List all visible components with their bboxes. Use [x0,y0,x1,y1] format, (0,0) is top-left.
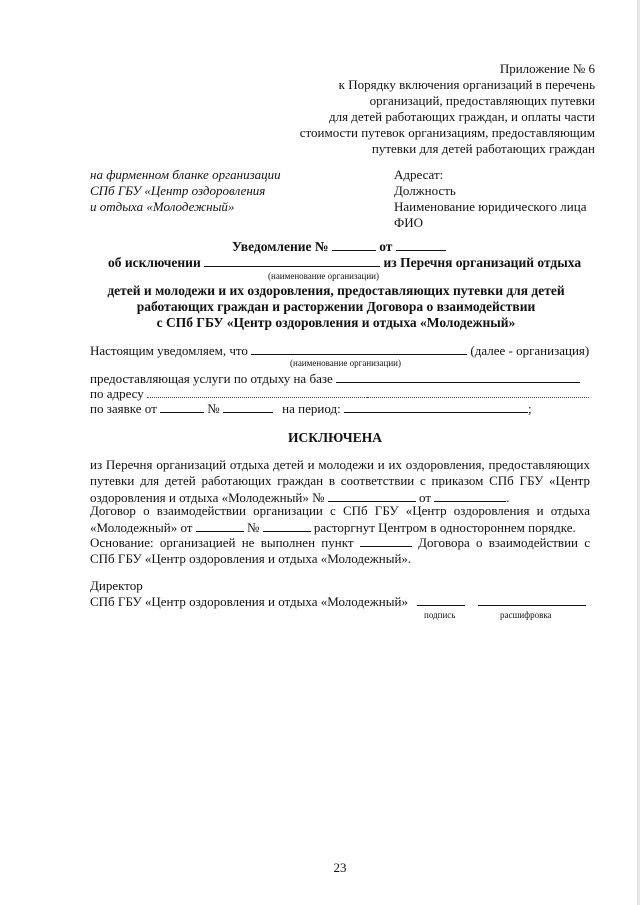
signature-line [90,593,586,610]
signature-decode-field[interactable] [478,593,586,606]
appendix-line-5: стоимости путевок организациям, предоставляющим [299,125,595,140]
title-line-3: детей и молодежи и их оздоровления, предоставляющих путевки для детей [107,283,565,298]
excluded-heading: ИСКЛЮЧЕНА [288,430,382,445]
title-org-field[interactable] [204,254,380,267]
addressee-position: Должность [394,183,456,198]
request-date-field[interactable] [160,400,204,413]
notice-label: Уведомление № [232,239,329,254]
paragraph-3-end: Договора о взаимодействии с СПб ГБУ «Центр оздоровления и отдыха «Молодежный». [90,535,591,566]
director-label: Директор [90,578,143,593]
notify-label: Настоящим уведомляем, что [90,343,248,358]
appendix-line-6: путевки для детей работающих граждан [371,141,595,156]
base-field[interactable] [336,370,580,383]
letterhead-line-3: и отдыха «Молодежный» [90,199,235,214]
signature-caption: подпись [424,610,456,620]
notice-number-field[interactable] [332,238,376,251]
appendix-line-3: организаций, предоставляющих путевки [369,93,595,108]
paragraph-2 [90,503,590,536]
address-label: по адресу [90,386,144,401]
paragraph-1-end: . [506,490,510,505]
from-list-label: из Перечня организаций отдыха [383,255,582,270]
letterhead-line-2: СПб ГБУ «Центр оздоровления [90,183,266,198]
exclusion-label: об исключении [108,255,201,270]
paragraph-3-text: Основание: организацией не выполнен пункт [90,535,354,550]
request-number-sign: № [207,401,220,416]
exclusion-line [108,254,581,271]
paragraph-2-end: расторгнут Центром в одностороннем порядке. [313,520,576,535]
order-date-field[interactable] [434,489,506,502]
by-request-label: по заявке от [90,401,157,416]
notice-date-field[interactable] [396,238,446,251]
addressee-label: Адресат: [394,167,444,182]
request-line [90,400,532,417]
clause-field[interactable] [360,534,412,547]
paragraph-1-text: из Перечня организаций отдыха детей и молодежи и их оздоровления, предоставляющих путевки для детей работающих граждан в соответствии с приказом СПб ГБУ «Центр оздоровления и отдыха «Молодежный» № [90,457,590,505]
title-line-4: работающих граждан и расторжении Договора о взаимодействии [136,299,536,314]
period-label: на период: [282,401,341,416]
address-field-b[interactable] [367,385,589,398]
hereinafter-label: (далее - организация) [470,343,590,358]
signature-field[interactable] [417,593,465,606]
paragraph-3 [90,534,590,567]
decode-caption: расшифровка [500,610,552,620]
page-number: 23 [333,860,347,875]
notice-title [232,238,446,255]
org-name-caption: (наименование организации) [290,358,401,368]
notice-from-label: от [379,239,393,254]
order-number-field[interactable] [328,489,416,502]
letterhead-line-1: на фирменном бланке организации [90,167,281,182]
paragraph-1-from: от [418,490,431,505]
addressee-entity-name: Наименование юридического лица [394,199,587,214]
notify-line [90,342,589,359]
request-number-field[interactable] [223,400,273,413]
signature-org: СПб ГБУ «Центр оздоровления и отдыха «Молодежный» [90,594,408,609]
period-semicolon: ; [527,401,532,416]
period-field[interactable] [344,400,528,413]
appendix-line-1: Приложение № 6 [499,61,595,76]
org-name-field[interactable] [251,342,467,355]
contract-number-field[interactable] [263,519,311,532]
address-field-a[interactable] [147,385,367,398]
paragraph-2-number-sign: № [246,520,260,535]
appendix-line-4: для детей работающих граждан, и оплаты части [328,109,595,124]
providing-label: предоставляющая услуги по отдыху на базе [90,371,333,386]
title-org-caption: (наименование организации) [268,271,379,281]
paragraph-2-text: Договор о взаимодействии организации с СПб ГБУ «Центр оздоровления и отдыха «Молодежный» от [90,503,590,535]
appendix-line-2: к Порядку включения организаций в перечень [338,77,595,92]
paragraph-1 [90,457,590,506]
title-line-5: с СПб ГБУ «Центр оздоровления и отдыха «Молодежный» [156,315,516,330]
addressee-fio: ФИО [394,215,424,230]
contract-date-field[interactable] [196,519,244,532]
